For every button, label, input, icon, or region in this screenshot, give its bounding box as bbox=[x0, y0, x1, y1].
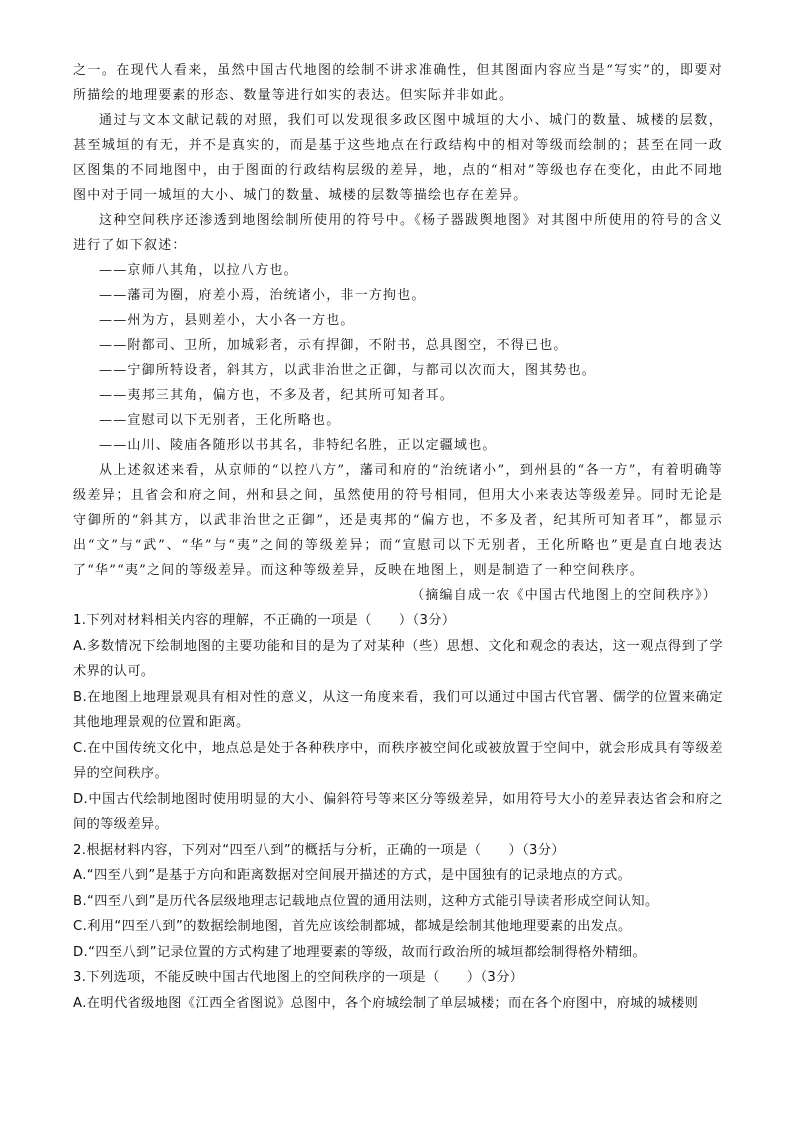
question-stem: 3.下列选项，不能反映中国古代地图上的空间秩序的一项是（ ）（3分） bbox=[73, 970, 524, 985]
question-option-d: D.“四至八到”记录位置的方式构建了地理要素的等级，故而行政治所的城垣都绘制得格外精细。 bbox=[73, 944, 647, 960]
passage-paragraph: 这种空间秩序还渗透到地图绘制所使用的符号中。《杨子器跋舆地图》对其图中所使用的符号的含义进行了如下叙述： bbox=[73, 213, 723, 253]
question-1 bbox=[73, 608, 723, 838]
question-option-b: B.在地图上地理景观具有相对性的意义，从这一角度来看，我们可以通过中国古代官署、儒学的位置来确定其他地理景观的位置和距离。 bbox=[73, 689, 723, 730]
passage-paragraph: 通过与文本文献记载的对照，我们可以发现很多政区图中城垣的大小、城门的数量、城楼的层数，甚至城垣的有无，并不是真实的，而是基于这些地点在行政结构中的相对等级而绘制的；甚至在同一政区图集的不同地图中，由于图面的行政结构层级的差异，地，点的“相对”等级也存在变化，由此不同地图中对于同一城垣的大小、城门的数量、城楼的层数等描绘也存在差异。 bbox=[73, 113, 723, 203]
passage-bullet: ——山川、陵庙各随形以书其名，非特纪名胜，正以定疆域也。 bbox=[99, 438, 497, 453]
document-page bbox=[73, 58, 723, 1016]
question-stem: 1.下列对材料相关内容的理解，不正确的一项是（ ）（3分） bbox=[73, 613, 456, 628]
passage-source: （摘编自成一农《中国古代地图上的空间秩序》） bbox=[411, 588, 717, 603]
question-option-c: C.在中国传统文化中，地点总是处于各种秩序中，而秩序被空间化或被放置于空间中，就会形成具有等级差异的空间秩序。 bbox=[73, 740, 723, 781]
passage bbox=[73, 58, 723, 608]
passage-bullet: ——宁御所特设者，斜其方，以武非治世之正御，与都司以次而大，图其势也。 bbox=[99, 363, 597, 378]
question-option-d: D.中国古代绘制地图时使用明显的大小、偏斜符号等来区分等级差异，如用符号大小的差异表达省会和府之间的等级差异。 bbox=[73, 791, 723, 832]
question-option-c: C.利用“四至八到”的数据绘制地图，首先应该绘制都城，都城是绘制其他地理要素的出发点。 bbox=[73, 919, 632, 934]
question-option-a: A.在明代省级地图《江西全省图说》总图中，各个府城绘制了单层城楼；而在各个府图中，府城的城楼则 bbox=[73, 995, 699, 1011]
passage-bullet: ——州为方，县则差小，大小各一方也。 bbox=[99, 313, 355, 328]
passage-paragraph: 从上述叙述来看，从京师的“以控八方”，藩司和府的“治统诸小”，到州县的“各一方”，有着明确等级差异；且省会和府之间，州和县之间，虽然使用的符号相同，但用大小来表达等级差异。同时无论是守御所的“斜其方，以武非治世之正御”，还是夷邦的“偏方也，不多及者，纪其所可知者耳”，都显示出“文”与“武”、“华”与“夷”之间的等级差异；而“宣慰司以下无别者，王化所略也”更是直白地表达了“华”“夷”之间的等级差异。而这种等级差异，反映在地图上，则是制造了一种空间秩序。 bbox=[73, 463, 723, 578]
passage-bullet: ——夷邦三其角，偏方也，不多及者，纪其所可知者耳。 bbox=[99, 388, 455, 403]
passage-paragraph: 之一。在现代人看来，虽然中国古代地图的绘制不讲求准确性，但其图面内容应当是“写实”的，即要对所描绘的地理要素的形态、数量等进行如实的表达。但实际并非如此。 bbox=[73, 63, 723, 103]
question-2 bbox=[73, 838, 723, 966]
question-option-a: A.“四至八到”是基于方向和距离数据对空间展开描述的方式，是中国独有的记录地点的方式。 bbox=[73, 868, 632, 883]
questions bbox=[73, 608, 723, 1016]
question-option-a: A.多数情况下绘制地图的主要功能和目的是为了对某种（些）思想、文化和观念的表达，这一观点得到了学术界的认可。 bbox=[73, 638, 723, 679]
passage-bullet: ——藩司为圈，府差小焉，治统诸小，非一方拘也。 bbox=[99, 288, 426, 303]
passage-bullet: ——宣慰司以下无别者，王化所略也。 bbox=[99, 413, 341, 428]
passage-bullet: ——京师八其角，以拉八方也。 bbox=[99, 263, 298, 278]
question-option-b: B.“四至八到”是历代各层级地理志记载地点位置的通用法则，这种方式能引导读者形成空间认知。 bbox=[73, 893, 659, 909]
question-stem: 2.根据材料内容，下列对“四至八到”的概括与分析，正确的一项是（ ）（3分） bbox=[73, 842, 566, 858]
question-3 bbox=[73, 965, 723, 1016]
passage-bullet: ——附都司、卫所，加城彩者，示有捍御，不附书，总具图空，不得已也。 bbox=[99, 338, 568, 353]
